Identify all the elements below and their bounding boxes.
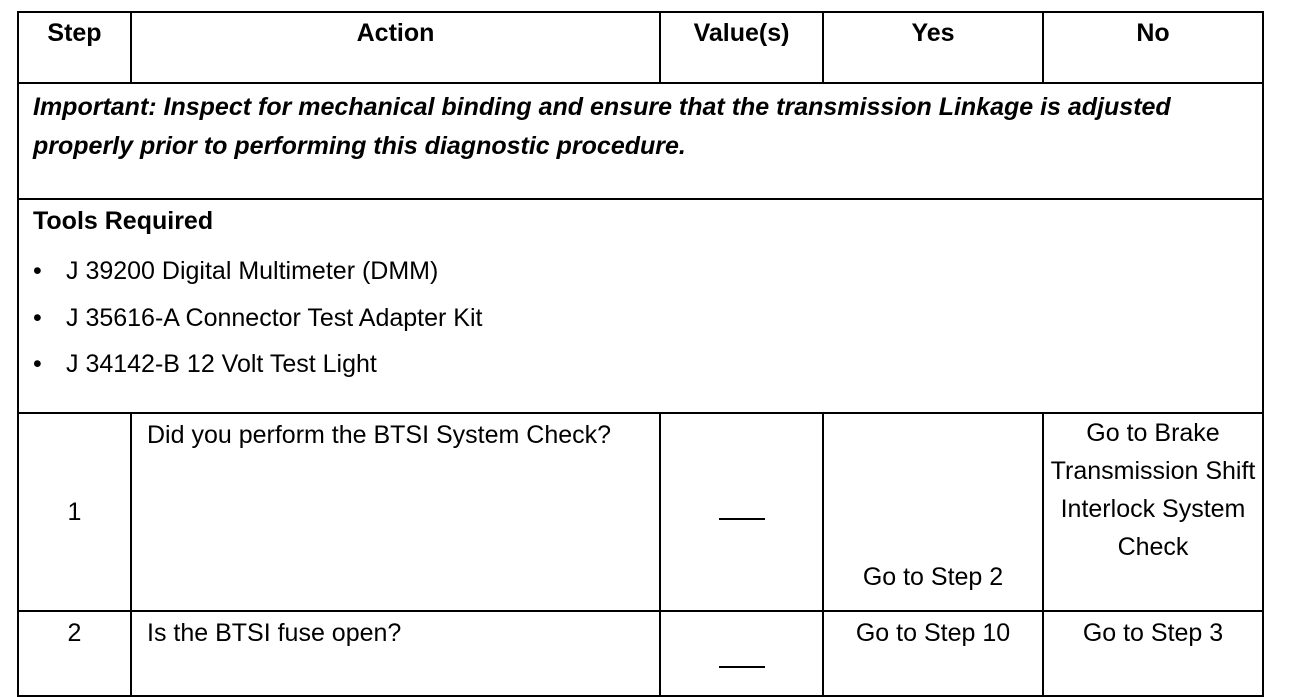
value-dash [719, 517, 765, 520]
step-number: 2 [18, 611, 131, 696]
important-row [18, 83, 1263, 199]
header-action: Action [131, 12, 660, 83]
step-action: Did you perform the BTSI System Check? [131, 413, 660, 611]
step-yes: Go to Step 10 [823, 611, 1043, 696]
header-values: Value(s) [660, 12, 823, 83]
step-number: 1 [18, 413, 131, 611]
step-value [660, 413, 823, 611]
tools-row [18, 199, 1263, 413]
step-yes: Go to Step 2 [823, 413, 1043, 611]
tools-list [33, 248, 1250, 388]
diagnostic-table [17, 11, 1264, 697]
table-row [18, 413, 1263, 611]
important-note: Important: Inspect for mechanical binding and ensure that the transmission Linkage is adjusted properly prior to performing this diagnostic procedure. [18, 83, 1263, 199]
value-dash [719, 665, 765, 668]
step-no: Go to Step 3 [1043, 611, 1263, 696]
bullet-icon: • [33, 303, 42, 332]
header-step: Step [18, 12, 131, 83]
tools-cell [18, 199, 1263, 413]
step-no: Go to Brake Transmission Shift Interlock System Check [1043, 413, 1263, 611]
tool-item-label: J 35616-A Connector Test Adapter Kit [66, 303, 483, 332]
bullet-icon: • [33, 350, 42, 378]
tool-item-label: J 39200 Digital Multimeter (DMM) [66, 257, 439, 285]
header-no: No [1043, 12, 1263, 83]
step-action: Is the BTSI fuse open? [131, 611, 660, 696]
list-item [33, 341, 1250, 388]
header-row [18, 12, 1263, 83]
list-item [33, 295, 1250, 342]
list-item [33, 248, 1250, 295]
bullet-icon: • [33, 257, 42, 285]
tool-item-label: J 34142-B 12 Volt Test Light [66, 350, 377, 378]
tools-title: Tools Required [33, 207, 214, 235]
step-value [660, 611, 823, 696]
table-row [18, 611, 1263, 696]
header-yes: Yes [823, 12, 1043, 83]
